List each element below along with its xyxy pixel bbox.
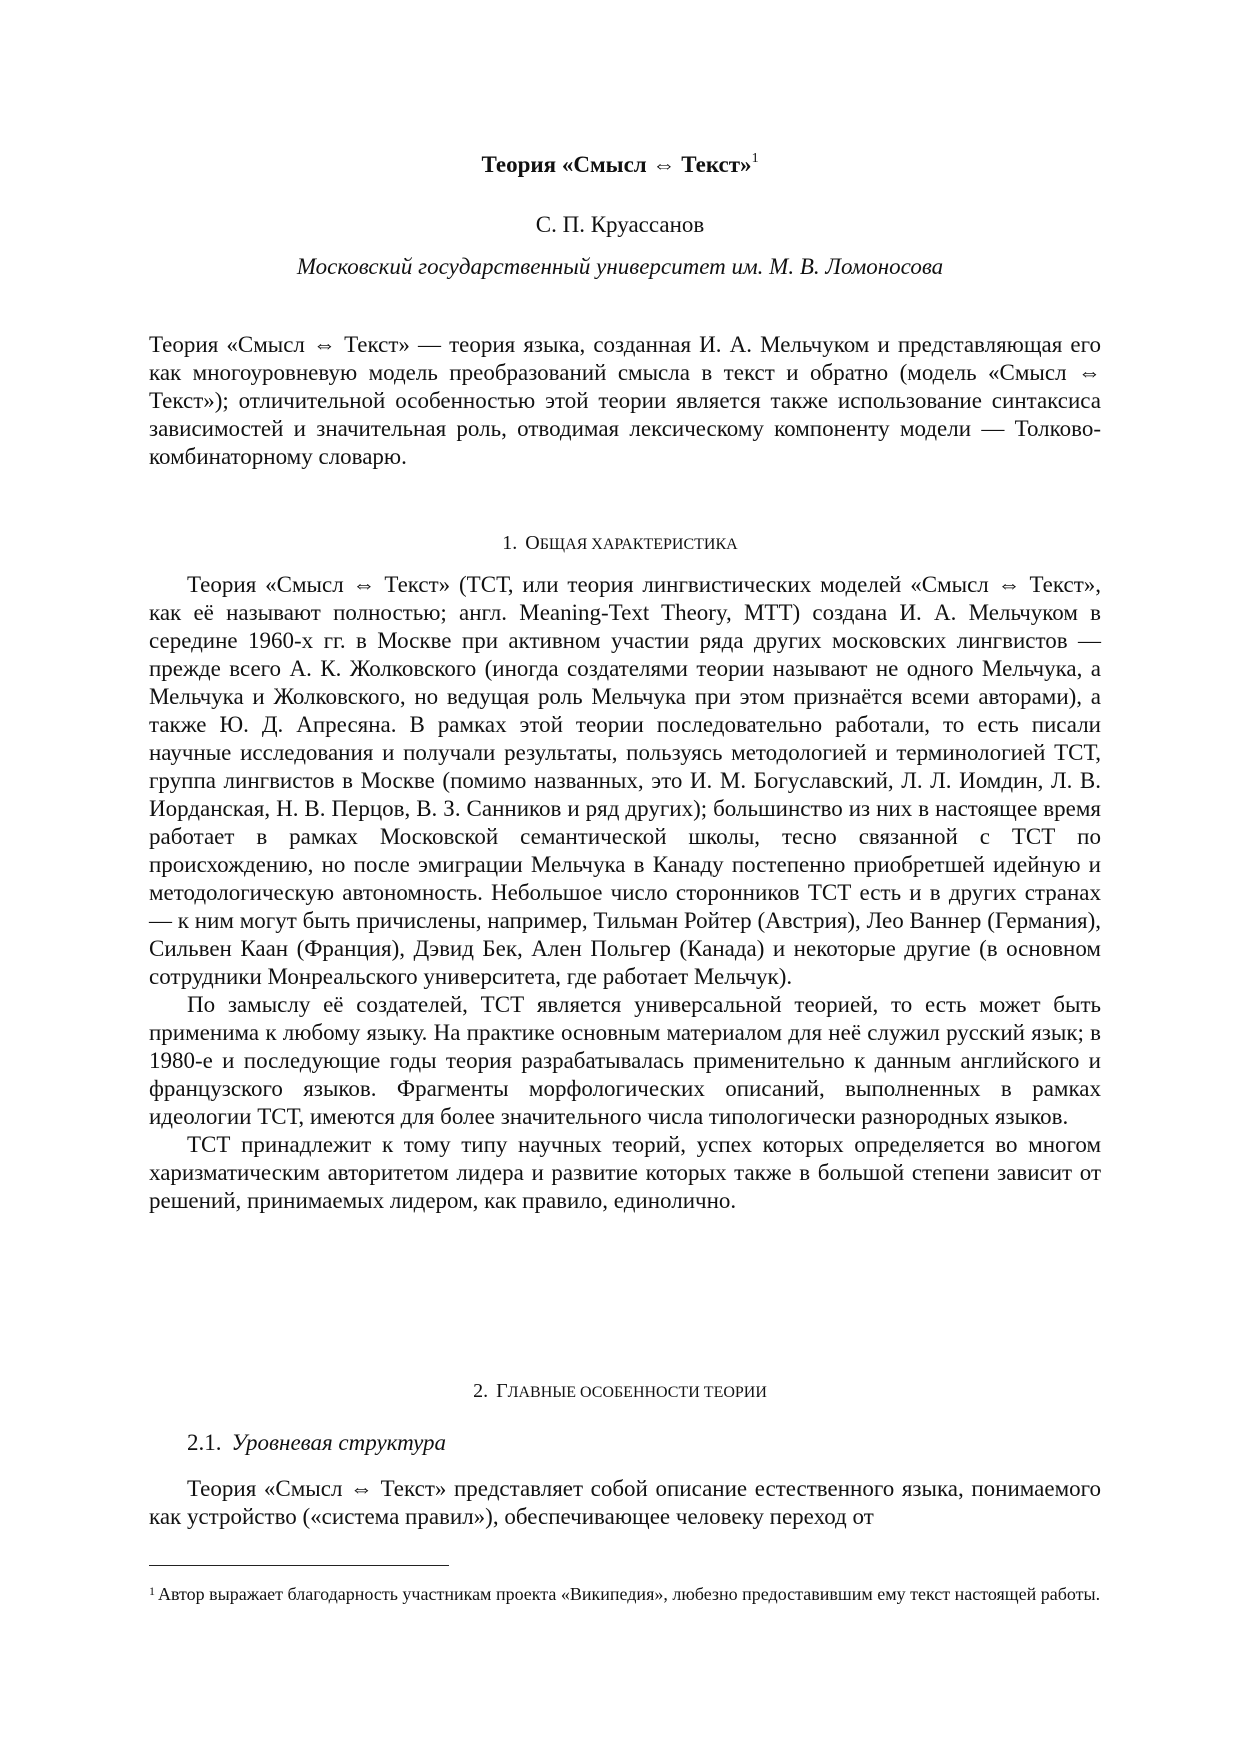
section-1-paragraph-1: Теория «Смысл ⇔ Текст» (ТСТ, или теория лингвистических моделей «Смысл ⇔ Текст», как её называют полностью; англ. Meaning-Text Theory, MTT) создана И. А. Мельчуком в середине 1960-х гг. в Москве при активном участии ряда других московских лингвистов — прежде всего А. К. Жолковского (иногда создателями теории называют не одного Мельчука, а Мельчука и Жолковского, но ведущая роль Мельчука при этом признаётся всеми авторами), а также Ю. Д. Апресяна. В рамках этой теории последовательно работали, то есть писали научные исследования и получали результаты, пользуясь методологией и терминологией ТСТ, группа лингвистов в Москве (помимо названных, это И. М. Богуславский, Л. Л. Иомдин, Л. В. Иорданская, Н. В. Перцов, В. З. Санников и ряд других); большинство из них в настоящее время работает в рамках Московской семантической школы, тесно связанной с ТСТ по происхождению, но после эмиграции Мельчука в Канаду постепенно приобретшей идейную и методологическую автономность. Небольшое число сторонников ТСТ есть и в других странах — к ним могут быть причислены, например, Тильман Ройтер (Австрия), Лео Ваннер (Германия), Сильвен Каан (Франция), Дэвид Бек, Ален Польгер (Канада) и некоторые другие (в основном сотрудники Монреальского университета, где работает Мельчук). (149, 572, 1101, 989)
subsection-2-1-title: Уровневая структура (231, 1430, 447, 1455)
section-2-title-initial: Г (496, 1380, 508, 1402)
author-name: С. П. Круассанов (535, 212, 705, 237)
section-2-number: 2. (473, 1380, 489, 1402)
abstract-block (149, 331, 1101, 471)
paper-title-text: Теория «Смысл ⇔ Текст» (481, 152, 752, 177)
abstract-text: Теория «Смысл ⇔ Текст» — теория языка, созданная И. А. Мельчуком и представляющая его как многоуровневую модель преобразований смысла в текст и обратно (модель «Смысл ⇔ Текст»); отличительной особенностью этой теории является также использование синтаксиса зависимостей и значительная роль, отводимая лексическому компоненту модели — Толково-комбинаторному словарю. (149, 332, 1101, 469)
subsection-2-1-number: 2.1. (187, 1430, 222, 1455)
footnote-mark: 1 (149, 1584, 155, 1598)
section-1-body (149, 571, 1101, 1215)
section-1-paragraph-3: ТСТ принадлежит к тому типу научных теорий, успех которых определяется во многом харизматическим авторитетом лидера и развитие которых также в большой степени зависит от решений, принимаемых лидером, как правило, единолично. (149, 1132, 1101, 1213)
subsection-2-1-heading (187, 1428, 446, 1458)
section-1-title-initial: О (525, 532, 540, 554)
footnote-divider (149, 1565, 449, 1566)
paper-title (0, 150, 1240, 180)
section-2-heading (0, 1378, 1240, 1406)
footnote-text: Автор выражает благодарность участникам проекта «Википедия», любезно предоставившим ему текст настоящей работы. (158, 1584, 1101, 1604)
section-2-paragraph-1: Теория «Смысл ⇔ Текст» представляет собой описание естественного языка, понимаемого как устройство («система правил»), обеспечивающее человеку переход от (149, 1476, 1101, 1529)
section-1-heading (0, 530, 1240, 558)
section-1-number: 1. (502, 532, 518, 554)
section-1-title-rest: БЩАЯ ХАРАКТЕРИСТИКА (539, 536, 738, 553)
title-footnote-mark: 1 (751, 151, 759, 166)
section-2-body (149, 1475, 1101, 1531)
author-affiliation: Московский государственный университет им. М. В. Ломоносова (296, 254, 944, 279)
section-2-title-rest: ЛАВНЫЕ ОСОБЕННОСТИ ТЕОРИИ (507, 1384, 767, 1401)
footnote (149, 1582, 1101, 1606)
section-1-paragraph-2: По замыслу её создателей, ТСТ является универсальной теорией, то есть может быть применима к любому языку. На практике основным материалом для неё служил русский язык; в 1980-е и последующие годы теория разрабатывалась применительно к данным английского и французского языков. Фрагменты морфологических описаний, выполненных в рамках идеологии ТСТ, имеются для более значительного числа типологически разнородных языков. (149, 992, 1101, 1129)
